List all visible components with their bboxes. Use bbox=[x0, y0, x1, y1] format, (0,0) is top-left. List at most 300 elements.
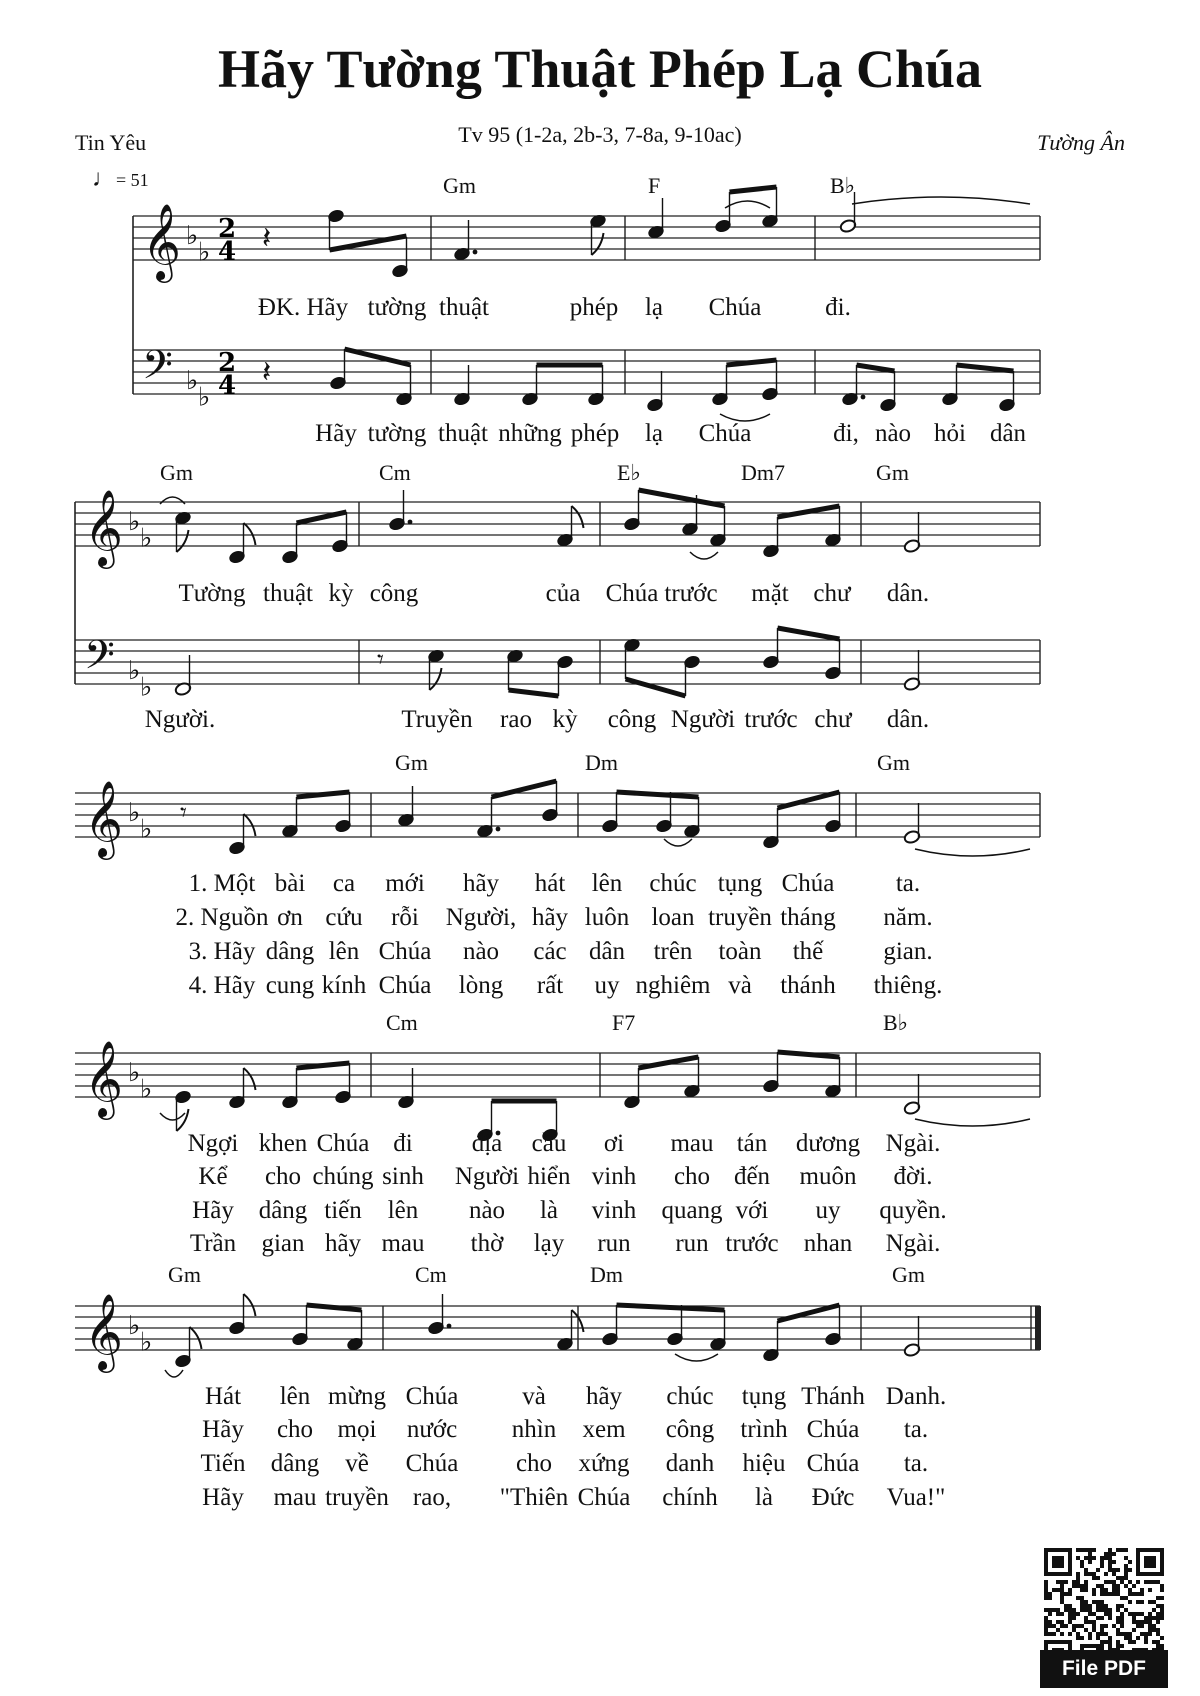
qr-module bbox=[1100, 1640, 1104, 1644]
quarter-rest-icon: 𝄽 bbox=[262, 221, 272, 256]
qr-module bbox=[1052, 1588, 1056, 1592]
note-flag bbox=[244, 814, 256, 836]
note bbox=[903, 803, 920, 844]
qr-module bbox=[1044, 1584, 1048, 1588]
lyric-syllable: cầu bbox=[531, 1130, 567, 1157]
qr-module bbox=[1080, 1564, 1084, 1568]
qr-module bbox=[1080, 1644, 1084, 1648]
qr-module bbox=[1120, 1596, 1124, 1600]
qr-module bbox=[1132, 1620, 1136, 1624]
qr-module bbox=[1044, 1596, 1048, 1600]
note bbox=[391, 237, 408, 278]
qr-module bbox=[1128, 1600, 1132, 1604]
lyric-syllable: địa bbox=[471, 1130, 503, 1157]
chord-symbol: B♭ bbox=[830, 173, 856, 198]
qr-module bbox=[1120, 1624, 1124, 1628]
lyric-syllable: xứng bbox=[578, 1450, 630, 1477]
qr-module bbox=[1100, 1588, 1104, 1592]
qr-module bbox=[1124, 1572, 1128, 1576]
qr-module bbox=[1084, 1556, 1088, 1560]
qr-module bbox=[1044, 1592, 1048, 1596]
lyric-syllable: cho bbox=[276, 1416, 314, 1443]
flat-icon: ♭ bbox=[128, 1058, 141, 1088]
note-beam bbox=[492, 781, 557, 797]
note bbox=[541, 781, 558, 822]
lyric-syllable: Ngài. bbox=[885, 1130, 941, 1157]
qr-module bbox=[1084, 1588, 1088, 1592]
treble-clef-icon: 𝄞 bbox=[84, 489, 124, 566]
lyric-syllable: quyền. bbox=[879, 1197, 947, 1224]
lyric-syllable: Chúa bbox=[698, 420, 752, 447]
lyric-syllable: cho bbox=[264, 1163, 302, 1190]
qr-module bbox=[1076, 1584, 1080, 1588]
qr-module bbox=[1096, 1576, 1100, 1580]
qr-module bbox=[1104, 1640, 1108, 1644]
note-flag bbox=[190, 1327, 202, 1349]
flat-icon: ♭ bbox=[128, 507, 141, 537]
lyric-syllable: là bbox=[539, 1197, 559, 1224]
note-flag bbox=[430, 668, 442, 690]
file-pdf-label[interactable]: File PDF bbox=[1040, 1650, 1168, 1688]
lyric-syllable: Chúa bbox=[806, 1450, 860, 1477]
chord-symbol: Gm bbox=[876, 460, 909, 485]
qr-module bbox=[1080, 1608, 1084, 1612]
lyric-syllable: Người. bbox=[144, 706, 216, 733]
qr-module bbox=[1060, 1600, 1064, 1604]
qr-module bbox=[1148, 1628, 1152, 1632]
lyric-syllable: vinh bbox=[591, 1163, 637, 1190]
qr-module bbox=[1048, 1632, 1052, 1636]
lyric-syllable: mừng bbox=[328, 1383, 386, 1410]
note bbox=[762, 628, 779, 669]
qr-module bbox=[1088, 1620, 1092, 1624]
qr-module bbox=[1116, 1592, 1120, 1596]
qr-module bbox=[1144, 1580, 1148, 1584]
note-beam bbox=[778, 628, 840, 639]
category-label: Tin Yêu bbox=[75, 130, 147, 155]
qr-module bbox=[1096, 1636, 1100, 1640]
qr-module bbox=[1052, 1608, 1056, 1612]
lyric-syllable: kỳ bbox=[328, 580, 354, 607]
qr-module bbox=[1064, 1592, 1068, 1596]
qr-module bbox=[1056, 1612, 1060, 1616]
qr-module bbox=[1108, 1592, 1112, 1596]
note bbox=[683, 797, 700, 838]
qr-module bbox=[1104, 1632, 1108, 1636]
note bbox=[281, 797, 298, 838]
quarter-note-icon: ♩ bbox=[92, 166, 116, 192]
qr-module bbox=[1088, 1572, 1092, 1576]
lyric-syllable: về bbox=[345, 1450, 369, 1477]
note-beam bbox=[730, 187, 777, 192]
lyric-syllable: "Thiên bbox=[499, 1484, 569, 1511]
note bbox=[824, 506, 841, 547]
qr-module bbox=[1132, 1616, 1136, 1620]
qr-module bbox=[1104, 1556, 1108, 1560]
qr-module bbox=[1152, 1628, 1156, 1632]
note bbox=[174, 1090, 191, 1131]
lyric-syllable: dân bbox=[588, 938, 626, 965]
qr-module bbox=[1104, 1580, 1108, 1584]
qr-module bbox=[1080, 1596, 1084, 1600]
qr-module bbox=[1124, 1636, 1128, 1640]
lyric-syllable: nào bbox=[462, 938, 500, 965]
lyric-syllable: kỳ bbox=[552, 706, 578, 733]
qr-module bbox=[1060, 1588, 1064, 1592]
lyric-syllable: chúc bbox=[666, 1383, 714, 1410]
chord-symbol: Gm bbox=[395, 750, 428, 775]
qr-module bbox=[1056, 1608, 1060, 1612]
qr-module bbox=[1116, 1584, 1120, 1588]
qr-module bbox=[1160, 1588, 1164, 1592]
qr-module bbox=[1116, 1620, 1120, 1624]
qr-module bbox=[1080, 1560, 1084, 1564]
qr-module bbox=[1104, 1588, 1108, 1592]
lyric-syllable: uy bbox=[594, 972, 620, 999]
lyric-syllable: năm. bbox=[883, 904, 933, 931]
lyric-syllable: hiệu bbox=[742, 1450, 786, 1477]
note bbox=[655, 792, 672, 833]
note-flag bbox=[572, 506, 584, 528]
qr-module bbox=[1120, 1616, 1124, 1620]
chord-symbol: Dm7 bbox=[741, 460, 785, 485]
note-beam bbox=[778, 506, 840, 517]
qr-module bbox=[1084, 1608, 1088, 1612]
note-beam bbox=[297, 512, 347, 523]
qr-module bbox=[1052, 1624, 1056, 1628]
note bbox=[453, 220, 477, 261]
qr-module bbox=[1096, 1608, 1100, 1612]
qr-module bbox=[1128, 1568, 1132, 1572]
qr-module bbox=[1124, 1596, 1128, 1600]
note bbox=[601, 792, 618, 833]
lyric-syllable: Hãy bbox=[202, 1416, 244, 1443]
lyric-syllable: Chúa bbox=[378, 972, 432, 999]
qr-module bbox=[1136, 1580, 1140, 1584]
qr-module bbox=[1112, 1568, 1116, 1572]
qr-module bbox=[1116, 1576, 1120, 1580]
qr-module bbox=[1096, 1644, 1100, 1648]
qr-module bbox=[1060, 1596, 1064, 1600]
qr-module bbox=[1112, 1580, 1116, 1584]
flat-icon: ♭ bbox=[198, 382, 211, 413]
lyric-syllable: công bbox=[369, 580, 419, 607]
lyric-syllable: Hát bbox=[204, 1383, 242, 1410]
lyric-syllable: Ngài. bbox=[885, 1230, 941, 1257]
qr-module bbox=[1128, 1580, 1132, 1584]
note bbox=[334, 792, 351, 833]
qr-module bbox=[1080, 1604, 1084, 1608]
note bbox=[281, 523, 298, 564]
chord-symbol: Gm bbox=[168, 1262, 201, 1287]
qr-module bbox=[1128, 1612, 1132, 1616]
qr-module bbox=[1056, 1628, 1060, 1632]
qr-module bbox=[1100, 1584, 1104, 1588]
lyric-syllable: lạ bbox=[644, 294, 664, 321]
qr-module bbox=[1080, 1584, 1084, 1588]
lyric-syllable: lạ bbox=[644, 420, 664, 447]
qr-module bbox=[1092, 1588, 1096, 1592]
qr-module bbox=[1148, 1620, 1152, 1624]
lyric-syllable: dương bbox=[795, 1130, 861, 1157]
qr-module bbox=[1088, 1556, 1092, 1560]
tie bbox=[725, 201, 770, 208]
chord-symbol: Cm bbox=[415, 1262, 447, 1287]
lyric-syllable: tháng bbox=[780, 904, 836, 931]
note-dot bbox=[447, 1324, 452, 1329]
tie bbox=[915, 849, 1030, 856]
qr-module bbox=[1048, 1624, 1052, 1628]
qr-module bbox=[1076, 1548, 1080, 1552]
qr-module bbox=[1088, 1608, 1092, 1612]
note-beam bbox=[639, 1057, 699, 1068]
lyric-syllable: mới bbox=[385, 870, 425, 897]
qr-module bbox=[1072, 1628, 1076, 1632]
qr-module bbox=[1148, 1624, 1152, 1628]
qr-module bbox=[1072, 1616, 1076, 1620]
bass-clef-icon: 𝄢 bbox=[142, 342, 173, 398]
qr-module bbox=[1112, 1584, 1116, 1588]
composer-name: Tường Ân bbox=[1037, 130, 1125, 155]
qr-module bbox=[1056, 1620, 1060, 1624]
qr-module bbox=[1048, 1608, 1052, 1612]
qr-module bbox=[1104, 1612, 1108, 1616]
qr-module bbox=[1044, 1628, 1048, 1632]
lyric-syllable: hát bbox=[534, 870, 566, 897]
lyric-syllable: rao, bbox=[412, 1484, 452, 1511]
qr-module bbox=[1104, 1552, 1108, 1556]
qr-module bbox=[1120, 1580, 1124, 1584]
lyric-syllable: những bbox=[498, 420, 562, 447]
lyric-syllable: lên bbox=[387, 1197, 419, 1224]
qr-module bbox=[1100, 1560, 1104, 1564]
qr-module bbox=[1084, 1628, 1088, 1632]
note-dot bbox=[408, 520, 413, 525]
qr-module bbox=[1116, 1608, 1120, 1612]
lyric-syllable: phép bbox=[569, 294, 619, 321]
chord-symbol: Cm bbox=[379, 460, 411, 485]
lyric-syllable: Chúa bbox=[405, 1450, 459, 1477]
lyric-syllable: tiến bbox=[324, 1197, 362, 1224]
note bbox=[331, 512, 348, 553]
note bbox=[556, 655, 573, 696]
qr-module bbox=[1148, 1600, 1152, 1604]
qr-module bbox=[1116, 1644, 1120, 1648]
qr-module bbox=[1044, 1580, 1048, 1584]
lyric-syllable: Tiến bbox=[200, 1450, 246, 1477]
note-flag bbox=[177, 1109, 189, 1131]
lyric-syllable: thuật bbox=[263, 580, 313, 607]
qr-module bbox=[1076, 1580, 1080, 1584]
lyric-syllable: dân bbox=[989, 420, 1027, 447]
qr-module bbox=[1128, 1636, 1132, 1640]
eighth-rest-icon: 𝄾 bbox=[377, 645, 384, 675]
lyric-syllable: công bbox=[665, 1416, 715, 1443]
note bbox=[453, 365, 470, 406]
flat-icon: ♭ bbox=[140, 1327, 153, 1358]
qr-module bbox=[1136, 1636, 1140, 1640]
qr-module bbox=[1156, 1644, 1160, 1648]
qr-module bbox=[1084, 1584, 1088, 1588]
note-beam bbox=[509, 690, 559, 696]
qr-module bbox=[1128, 1592, 1132, 1596]
qr-module bbox=[1156, 1640, 1160, 1644]
lyric-syllable: đời. bbox=[893, 1163, 933, 1190]
qr-module bbox=[1088, 1632, 1092, 1636]
qr-module bbox=[1136, 1620, 1140, 1624]
qr-module bbox=[1100, 1644, 1104, 1648]
qr-module bbox=[1124, 1548, 1128, 1552]
qr-module bbox=[1128, 1560, 1132, 1564]
note bbox=[762, 1321, 779, 1362]
qr-module bbox=[1104, 1608, 1108, 1612]
lyric-syllable: Truyền bbox=[401, 706, 473, 733]
lyric-syllable: với bbox=[735, 1197, 769, 1224]
psalm-reference: Tv 95 (1-2a, 2b-3, 7-8a, 9-10ac) bbox=[458, 122, 742, 147]
qr-module bbox=[1092, 1572, 1096, 1576]
note bbox=[556, 506, 583, 547]
qr-module bbox=[1076, 1632, 1080, 1636]
note-flag bbox=[244, 1068, 256, 1090]
lyric-syllable: rao bbox=[500, 706, 532, 733]
qr-module bbox=[1124, 1632, 1128, 1636]
qr-module bbox=[1044, 1616, 1048, 1620]
qr-module bbox=[1072, 1584, 1076, 1588]
qr-module bbox=[1104, 1572, 1108, 1576]
note bbox=[709, 1310, 726, 1351]
qr-module bbox=[1148, 1616, 1152, 1620]
lyric-syllable: của bbox=[545, 580, 581, 607]
qr-module bbox=[1092, 1628, 1096, 1632]
flat-icon: ♭ bbox=[140, 672, 153, 703]
qr-module bbox=[1152, 1608, 1156, 1612]
lyric-syllable: phép bbox=[570, 420, 620, 447]
lyric-syllable: lên bbox=[328, 938, 360, 965]
qr-module bbox=[1116, 1632, 1120, 1636]
qr-module bbox=[1104, 1624, 1108, 1628]
flat-icon: ♭ bbox=[140, 814, 153, 845]
qr-module bbox=[1108, 1636, 1112, 1640]
lyric-syllable: chính bbox=[662, 1484, 718, 1511]
qr-module bbox=[1092, 1600, 1096, 1604]
lyric-syllable: nhìn bbox=[511, 1416, 557, 1443]
tie bbox=[690, 552, 718, 559]
treble-staff-4 bbox=[75, 1053, 1040, 1097]
qr-module bbox=[1044, 1632, 1048, 1636]
qr-module bbox=[1088, 1604, 1092, 1608]
qr-module bbox=[1160, 1636, 1164, 1640]
time-signature-bottom: 4 bbox=[218, 371, 237, 401]
note bbox=[762, 808, 779, 849]
flat-icon: ♭ bbox=[186, 366, 199, 396]
qr-module bbox=[1064, 1624, 1068, 1628]
qr-module bbox=[1108, 1556, 1112, 1560]
tempo-value: = 51 bbox=[116, 170, 149, 190]
lyric-syllable: xem bbox=[582, 1416, 626, 1443]
note bbox=[291, 1305, 308, 1346]
qr-module bbox=[1068, 1616, 1072, 1620]
qr-module bbox=[1080, 1636, 1084, 1640]
lyric-syllable: dân. bbox=[886, 580, 930, 607]
qr-module bbox=[1104, 1592, 1108, 1596]
lyric-syllable: trình bbox=[740, 1416, 788, 1443]
qr-module bbox=[1076, 1636, 1080, 1640]
lyric-syllable: nào bbox=[468, 1197, 506, 1224]
chord-symbol: Dm bbox=[590, 1262, 623, 1287]
note-flag bbox=[177, 530, 189, 552]
qr-module bbox=[1108, 1608, 1112, 1612]
qr-module bbox=[1144, 1620, 1148, 1624]
lyric-syllable: lên bbox=[279, 1383, 311, 1410]
lyric-syllable: ta. bbox=[895, 870, 921, 897]
qr-module bbox=[1132, 1612, 1136, 1616]
lyric-syllable: chư bbox=[813, 580, 851, 607]
lyric-syllable: cho bbox=[673, 1163, 711, 1190]
qr-module bbox=[1048, 1612, 1052, 1616]
lyric-syllable: thế bbox=[792, 938, 824, 965]
qr-module bbox=[1076, 1576, 1080, 1580]
lyric-syllable: đi bbox=[393, 1130, 413, 1157]
qr-module bbox=[1108, 1568, 1112, 1572]
quarter-rest-icon: 𝄽 bbox=[262, 355, 272, 390]
qr-module bbox=[1152, 1616, 1156, 1620]
note bbox=[346, 1310, 363, 1351]
lyric-syllable: toàn bbox=[718, 938, 762, 965]
qr-module bbox=[1116, 1628, 1120, 1632]
qr-module bbox=[1068, 1604, 1072, 1608]
qr-module bbox=[1088, 1644, 1092, 1648]
qr-module bbox=[1048, 1596, 1052, 1600]
qr-module bbox=[1084, 1548, 1088, 1552]
lyric-syllable: Hãy bbox=[192, 1197, 234, 1224]
qr-module bbox=[1068, 1592, 1072, 1596]
lyric-syllable: lạy bbox=[533, 1230, 565, 1257]
lyric-syllable: chư bbox=[814, 706, 852, 733]
chord-symbol: F bbox=[648, 173, 661, 198]
qr-module bbox=[1112, 1592, 1116, 1596]
lyric-syllable: thuật bbox=[438, 420, 488, 447]
note bbox=[397, 786, 414, 827]
qr-module bbox=[1108, 1616, 1112, 1620]
lyric-syllable: rỗi bbox=[391, 904, 419, 931]
qr-module bbox=[1100, 1624, 1104, 1628]
qr-module bbox=[1064, 1604, 1068, 1608]
lyric-syllable: Trần bbox=[189, 1230, 237, 1257]
qr-module bbox=[1120, 1548, 1124, 1552]
lyric-syllable: ơn bbox=[277, 904, 303, 931]
note-beam bbox=[778, 792, 840, 808]
note bbox=[709, 506, 726, 547]
lyric-syllable: Chúa bbox=[781, 870, 835, 897]
qr-module bbox=[1132, 1584, 1136, 1588]
qr-module bbox=[1060, 1584, 1064, 1588]
qr-module bbox=[1048, 1592, 1052, 1596]
chord-symbol: Gm bbox=[877, 750, 910, 775]
note bbox=[824, 1305, 841, 1346]
lyric-syllable: Chúa bbox=[708, 294, 762, 321]
qr-module bbox=[1144, 1632, 1148, 1636]
lyric-syllable: nước bbox=[406, 1416, 458, 1443]
lyric-syllable: mọi bbox=[337, 1416, 377, 1443]
qr-module bbox=[1152, 1600, 1156, 1604]
qr-module bbox=[1108, 1580, 1112, 1584]
qr-module bbox=[1160, 1596, 1164, 1600]
chord-symbol: Dm bbox=[585, 750, 618, 775]
lyric-syllable: hỏi bbox=[934, 420, 966, 447]
qr-module bbox=[1052, 1632, 1056, 1636]
lyric-syllable: ca bbox=[332, 870, 356, 897]
qr-module bbox=[1112, 1552, 1116, 1556]
